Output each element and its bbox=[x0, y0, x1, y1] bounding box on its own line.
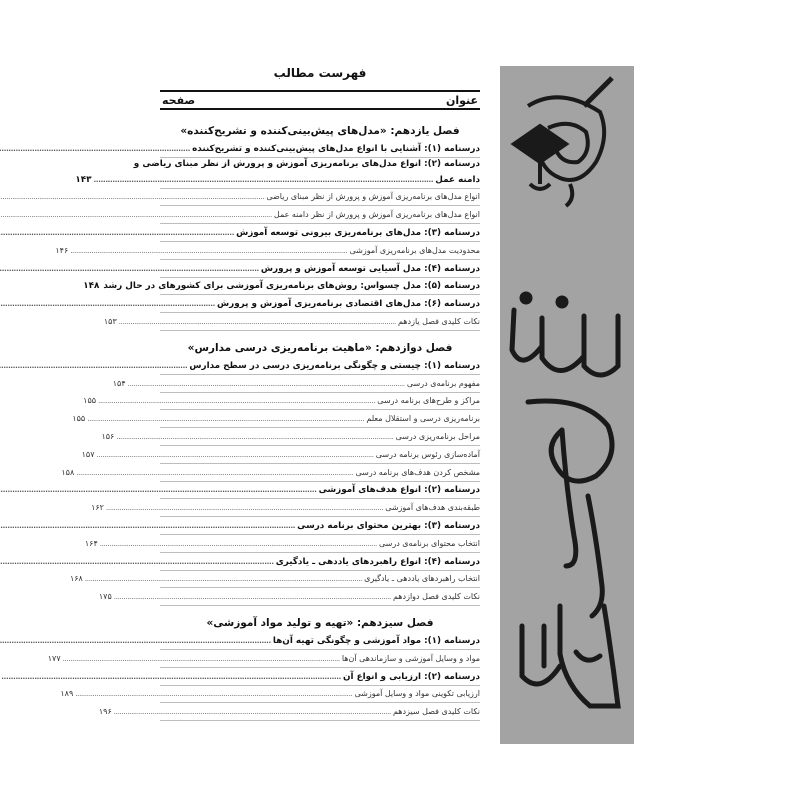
emblem-icon bbox=[514, 78, 612, 206]
entry-title: درسنامه (۴): مدل آسیایی توسعه آموزش و پرورش bbox=[260, 263, 480, 274]
entry-title: انتخاب راهبردهای یاددهی ـ یادگیری bbox=[364, 574, 480, 584]
topic-row bbox=[55, 242, 480, 260]
dot-leader bbox=[76, 467, 353, 479]
dot-leader bbox=[114, 706, 391, 718]
topic-row bbox=[84, 535, 480, 553]
entry-title: درسنامه (۵): مدل چسواس: روش‌های برنامه‌ریزی آموزشی برای کشورهای در حال رشد bbox=[103, 281, 480, 292]
topic-row bbox=[112, 375, 480, 393]
entry-title: درسنامه (۱): آشنایی با انواع مدل‌های پیش‌بینی‌کننده و تشریح‌کننده bbox=[192, 143, 480, 154]
entry-title: درسنامه (۲): انواع هدف‌های آموزشی bbox=[318, 485, 480, 496]
entry-title: مراکز و طرح‌های برنامه درسی bbox=[377, 396, 480, 406]
topic-row bbox=[160, 189, 480, 207]
topic-row bbox=[101, 428, 480, 446]
dot-leader bbox=[97, 449, 374, 461]
topic-row bbox=[60, 686, 480, 704]
dot-leader bbox=[1, 671, 341, 683]
lesson-row bbox=[160, 260, 480, 278]
entry-title: مشخص کردن هدف‌های برنامه درسی bbox=[355, 467, 480, 477]
topic-row bbox=[103, 313, 480, 331]
entry-page-number: ۱۵۳ bbox=[103, 316, 117, 326]
topic-row bbox=[69, 571, 480, 589]
entry-title: انتخاب محتوای برنامه‌ی درسی bbox=[378, 538, 480, 548]
dot-leader bbox=[116, 431, 393, 443]
lesson-row bbox=[160, 357, 480, 375]
entry-title: انواع مدل‌های برنامه‌ریزی آموزش و پرورش از نظر دامنه عمل bbox=[273, 210, 480, 220]
dot-leader bbox=[0, 298, 215, 310]
entry-page-number: ۱۵۵ bbox=[83, 396, 97, 406]
entry-page-number: ۱۴۶ bbox=[55, 245, 69, 255]
topic-row bbox=[160, 206, 480, 224]
dot-leader bbox=[63, 653, 340, 665]
lesson-row bbox=[160, 632, 480, 650]
dot-leader bbox=[0, 263, 259, 275]
topic-row bbox=[98, 703, 480, 721]
entry-title: مفهوم برنامه‌ی درسی bbox=[406, 378, 480, 388]
entry-title: درسنامه (۱): چیستی و چگونگی برنامه‌ریزی درسی در سطح مدارس bbox=[189, 360, 480, 371]
dot-leader bbox=[0, 209, 272, 221]
dot-leader bbox=[114, 591, 391, 603]
lesson-row bbox=[83, 278, 480, 296]
entry-title: دامنه عمل bbox=[435, 174, 480, 185]
topic-row bbox=[72, 410, 480, 428]
lesson-row bbox=[75, 171, 480, 189]
entry-page-number: ۱۴۸ bbox=[83, 281, 100, 292]
calligraphy-icon bbox=[512, 294, 618, 706]
lesson-row bbox=[160, 553, 480, 571]
topic-row bbox=[83, 393, 480, 411]
dot-leader bbox=[75, 688, 352, 700]
dot-leader bbox=[94, 174, 434, 186]
lesson-row bbox=[133, 158, 480, 171]
dot-leader bbox=[0, 143, 190, 155]
dot-leader bbox=[106, 502, 383, 514]
publisher-logo bbox=[500, 66, 634, 744]
entry-page-number: ۱۵۷ bbox=[81, 449, 95, 459]
dot-leader bbox=[0, 556, 274, 568]
page-column-label: صفحه bbox=[162, 93, 196, 107]
entry-title: درسنامه (۱): مواد آموزشی و چگونگی تهیه آن‌ها bbox=[272, 635, 480, 646]
dot-leader bbox=[0, 635, 271, 647]
entry-title: درسنامه (۳): مدل‌های برنامه‌ریزی بیرونی توسعه آموزش bbox=[236, 227, 480, 238]
entry-title: مراحل برنامه‌ریزی درسی bbox=[395, 431, 480, 441]
entry-title: طبقه‌بندی هدف‌های آموزشی bbox=[385, 503, 480, 513]
entry-page-number: ۱۹۶ bbox=[98, 707, 112, 717]
dot-leader bbox=[0, 520, 295, 532]
dot-leader bbox=[100, 538, 377, 550]
lesson-row bbox=[160, 140, 480, 158]
subject-column-label: عنوان bbox=[445, 93, 478, 107]
entry-page-number: ۱۵۶ bbox=[101, 431, 115, 441]
entry-title: نکات کلیدی فصل سیزدهم bbox=[392, 707, 480, 717]
entry-title: درسنامه (۲): ارزیابی و انواع آن bbox=[343, 671, 480, 682]
table-of-contents bbox=[47, 122, 480, 721]
chapter-heading: فصل دوازدهم: «ماهیت برنامه‌ریزی درسی مدارس» bbox=[187, 341, 453, 354]
topic-row bbox=[81, 446, 480, 464]
topic-row bbox=[98, 588, 480, 606]
topic-row bbox=[47, 650, 480, 668]
entry-page-number: ۱۷۷ bbox=[47, 653, 61, 663]
entry-title: محدودیت مدل‌های برنامه‌ریزی آموزشی bbox=[349, 245, 480, 255]
lesson-row bbox=[160, 517, 480, 535]
dot-leader bbox=[0, 227, 234, 239]
dot-leader bbox=[0, 360, 187, 372]
entry-page-number: ۱۵۸ bbox=[61, 467, 75, 477]
entry-page-number: ۱۷۵ bbox=[98, 592, 112, 602]
lesson-row bbox=[160, 295, 480, 313]
entry-page-number: ۱۴۳ bbox=[75, 174, 92, 185]
entry-title: برنامه‌ریزی درسی و استقلال معلم bbox=[366, 414, 480, 424]
entry-page-number: ۱۸۹ bbox=[60, 689, 74, 699]
entry-title: آماده‌سازی رئوس برنامه درسی bbox=[375, 449, 480, 459]
entry-title: انواع مدل‌های برنامه‌ریزی آموزش و پرورش از نظر مبنای ریاضی bbox=[266, 192, 480, 202]
dot-leader bbox=[128, 378, 405, 390]
chapter-heading: فصل یازدهم: «مدل‌های پیش‌بینی‌کننده و تشریح‌کننده» bbox=[180, 125, 460, 137]
entry-page-number: ۱۶۸ bbox=[69, 574, 83, 584]
dot-leader bbox=[119, 316, 396, 328]
dot-leader bbox=[98, 395, 375, 407]
entry-title: درسنامه (۳): بهترین محتوای برنامه درسی bbox=[297, 520, 480, 531]
entry-page-number: ۱۵۵ bbox=[72, 414, 86, 424]
lesson-row bbox=[160, 482, 480, 500]
entry-title: نکات کلیدی فصل دوازدهم bbox=[392, 592, 480, 602]
publisher-banner bbox=[500, 66, 634, 744]
page-title: فهرست مطالب bbox=[273, 66, 367, 80]
entry-title: درسنامه (۶): مدل‌های اقتصادی برنامه‌ریزی آموزش و پرورش bbox=[217, 299, 480, 310]
dot-leader bbox=[70, 245, 347, 257]
entry-page-number: ۱۵۴ bbox=[112, 378, 126, 388]
entry-title: مواد و وسایل آموزشی و سازماندهی آن‌ها bbox=[341, 653, 480, 663]
entry-page-number: ۱۶۴ bbox=[84, 538, 98, 548]
topic-row bbox=[91, 499, 480, 517]
entry-page-number: ۱۶۲ bbox=[91, 503, 104, 513]
entry-title: درسنامه (۲): انواع مدل‌های برنامه‌ریزی آموزش و پرورش از نظر مبنای ریاضی و bbox=[133, 158, 480, 169]
entry-title: نکات کلیدی فصل یازدهم bbox=[397, 316, 480, 326]
dot-leader bbox=[87, 413, 364, 425]
toc-header bbox=[160, 90, 480, 110]
lesson-row bbox=[160, 668, 480, 686]
chapter-heading: فصل سیزدهم: «تهیه و تولید مواد آموزشی» bbox=[206, 617, 434, 630]
lesson-row bbox=[160, 224, 480, 242]
dot-leader bbox=[85, 573, 362, 585]
dot-leader bbox=[0, 191, 264, 203]
entry-title: درسنامه (۴): انواع راهبردهای یاددهی ـ یادگیری bbox=[275, 556, 480, 567]
entry-title: ارزیابی تکوینی مواد و وسایل آموزشی bbox=[354, 689, 480, 699]
dot-leader bbox=[0, 484, 317, 496]
topic-row bbox=[61, 464, 480, 482]
